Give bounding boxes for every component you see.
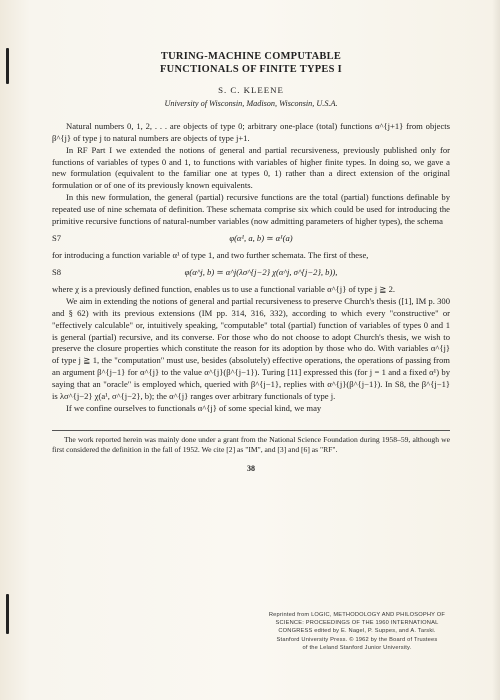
title-line-1: TURING-MACHINE COMPUTABLE [160, 51, 342, 62]
reprint-line-4: Stanford University Press. © 1962 by the Board of Trustees [276, 636, 438, 643]
paragraph-3: In this new formulation, the general (partial) recursive functions are the total (partial) functions definable by repeated use of nine schemata of definition. These schemata comprise six which could be used for introducing the primitive recursive functions of natural-number variables (now admitting parameters of higher types), the schema [52, 192, 450, 227]
schema-s8-formula: φ(α^j, b) ≃ α^j(λσ^{j−2} χ(α^j, σ^{j−2}, b)), [184, 266, 338, 277]
schema-s8 [52, 267, 450, 279]
page-number: 38 [247, 463, 255, 473]
paragraph-4: for introducing a function variable α¹ of type 1, and two further schemata. The first of these, [52, 249, 369, 260]
paragraph-7: If we confine ourselves to functionals α^{j} of some special kind, we may [66, 402, 322, 413]
reprint-notice [262, 611, 452, 652]
binding-mark-top [6, 48, 9, 84]
paragraph-1: Natural numbers 0, 1, 2, . . . are objects of type 0; arbitrary one-place (total) functions α^{j+1} from objects β^{j} of type j to natural numbers are objects of type j+1. [52, 120, 450, 143]
page-edge-shadow [492, 0, 500, 700]
title-line-2: FUNCTIONALS OF FINITE TYPES I [160, 64, 342, 75]
paper-title [52, 50, 450, 76]
reprint-line-1: Reprinted from LOGIC, METHODOLOGY AND PHILOSOPHY OF [268, 612, 446, 618]
schema-s8-label: S8 [52, 266, 62, 277]
schema-s7 [52, 233, 450, 245]
binding-mark-bottom [6, 594, 9, 634]
reprint-line-5: of the Leland Stanford Junior University. [302, 644, 412, 651]
footnote: The work reported herein was mainly done under a grant from the National Science Foundation during 1958–59, although we first considered the definition in the fall of 1952. We cite [2] as "IM", and [3] and [6] as "RF". [52, 434, 450, 454]
article-body [52, 50, 450, 475]
reprint-line-3: CONGRESS edited by E. Nagel, P. Suppes, and A. Tarski. [278, 628, 436, 635]
author-name: S. C. KLEENE [218, 85, 284, 95]
schema-s7-formula: φ(α¹, a, b) ≃ α¹(a) [229, 233, 293, 244]
footnote-rule [52, 430, 450, 431]
reprint-line-2: SCIENCE: PROCEEDINGS OF THE 1960 INTERNATIONAL [275, 620, 439, 627]
author-affiliation: University of Wisconsin, Madison, Wisconsin, U.S.A. [164, 98, 338, 108]
paragraph-6: We aim in extending the notions of general and partial recursiveness to preserve Church's thesis ([1], IM p. 300 and § 62) with its previous extensions (IM pp. 314, 316, 332), according to which every "constructive" or "effectively calculable" or, intuitively speaking, "computable" total (partial) function of variables of types 0 and 1 is general (partial) recursive, and its converse. For those who do not choose to adopt Church's thesis, we wish to preserve the closure properties which constitute the reason for its adoption by those who do. With variables α^{j} of type j ≧ 1, the "computation" must use, besides (absolutely) effective operations, the operations of passing from an argument β^{j−1} for α^{j} to the value α^{j}(β^{j−1}). Turing [11] expressed this (for j = 1 and a fixed α¹) by saying that an "oracle" is employed which, queried with β^{j−1}, replies with α^{j}(β^{j−1}). In S8, the β^{j−1} is λσ^{j−2} χ(a¹, σ^{j−2}, b); the α^{j} ranges over arbitrary functionals of type j. [52, 295, 450, 402]
paragraph-5: where χ is a previously defined function, enables us to use a functional variable α^{j} of type j ≧ 2. [52, 283, 396, 294]
paragraph-2: In RF Part I we extended the notions of general and partial recursiveness, previously published only for functions of variables of types 0 and 1, to functions with variables of higher finite types. In doing so, we gave a new formulation (equivalent to the familiar one at types 0, 1) rather than a direct extension of the original formulation or of one of its previously known equivalents. [52, 144, 450, 191]
schema-s7-label: S7 [52, 233, 62, 244]
